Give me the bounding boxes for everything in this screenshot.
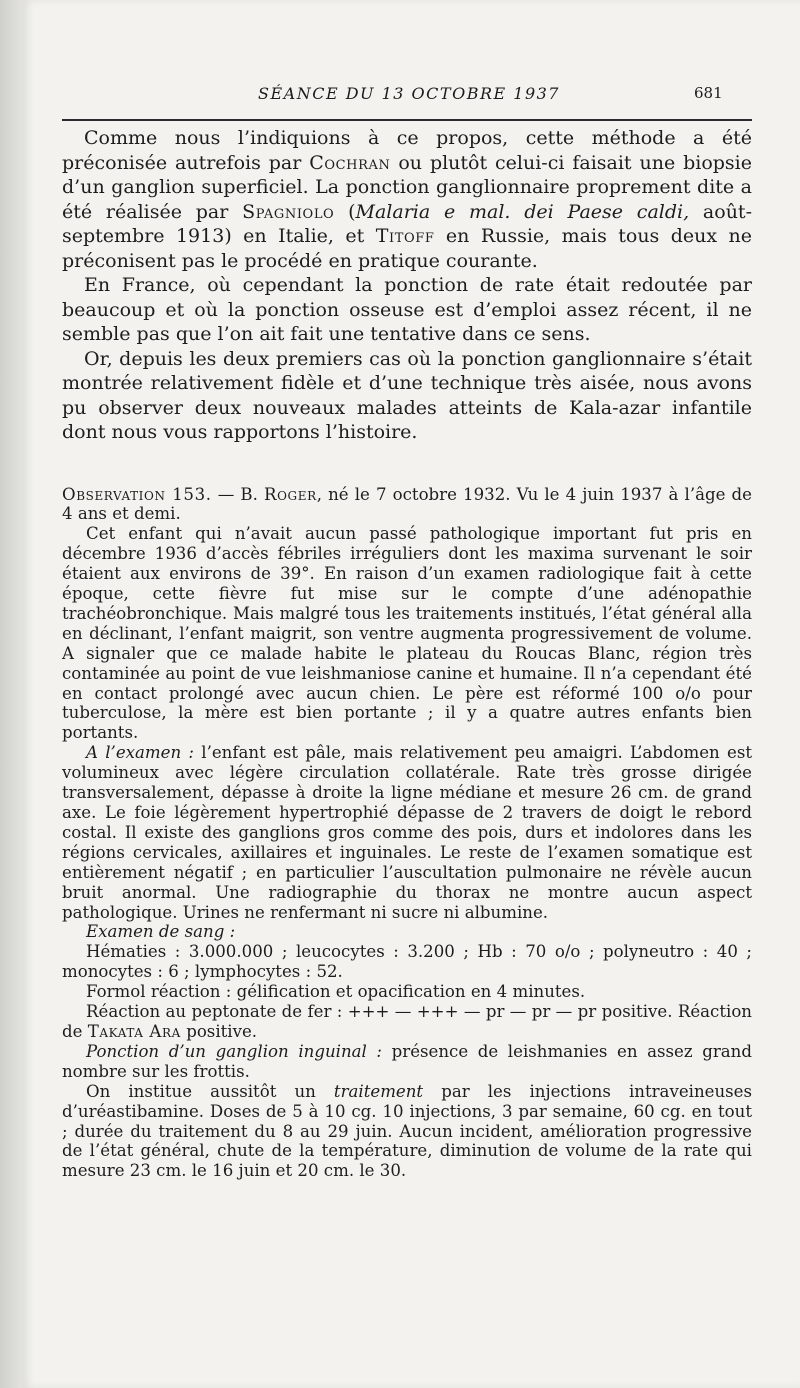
blood-exam-heading — [62, 922, 752, 942]
text-run: présence de leishmanies en assez grand nombre sur les frottis. — [62, 1041, 752, 1081]
intro-section — [62, 126, 752, 445]
history-paragraph: Cet enfant qui n’avait aucun passé pathologique important fut pris en décembre 1936 d’accès fébriles irréguliers dont les maxima survenant le soir étaient aux environs de 39°. En raison d’un examen radiologique fait à cette époque, cette fièvre fut mise sur le compte d’une adénopathie trachéobronchique. Mais malgré tous les traitements institués, l’état général alla en déclinant, l’enfant maigrit, son ventre augmenta progressivement de volume. A signaler que ce malade habite le plateau du Roucas Blanc, région très contaminée au point de vue leishmaniose canine et humaine. Il n’a cependant été en contact prolongé avec aucun chien. Le père est réformé 100 o/o pour tuberculose, la mère est bien portante ; il y a quatre autres enfants bien portants. — [62, 524, 752, 743]
exam-paragraph — [62, 743, 752, 922]
observation-label: Observation 153. — [62, 484, 212, 504]
text-run: positive. — [180, 1021, 258, 1041]
patient-name: Roger — [264, 484, 317, 504]
intro-paragraph-3: Or, depuis les deux premiers cas où la ponction ganglionnaire s’était montrée relativement fidèle et d’une technique très aisée, nous avons pu observer deux nouveaux malades atteints de Kala-azar infantile dont nous vous rapportons l’histoire. — [62, 347, 752, 443]
blood-exam-label: Examen de sang : — [86, 922, 236, 942]
text-run: l’enfant est pâle, mais relativement peu amaigri. L’abdomen est volumineux avec légère circulation collatérale. Rate très grosse dirigée transversalement, dépasse à droite la ligne médiane et mesure 26 cm. de grand axe. Le foie légèrement hypertrophié dépasse de 2 travers de doigt le rebord costal. Il existe des ganglions gros comme des pois, durs et indolores dans les régions cervicales, axillaires et inguinales. Le reste de l’examen somatique est entièrement négatif ; en particulier l’auscultation pulmonaire ne révèle aucun bruit anormal. Une radiographie du thorax ne montre aucun aspect pathologique. Urines ne renfermant ni sucre ni albumine. — [62, 743, 752, 922]
text-run: Réaction au peptonate de fer : +++ — +++ — pr — pr — pr positive. Réaction de — [62, 1002, 752, 1041]
text-run: , né le 7 octobre 1932. Vu le 4 juin 1937 à l’âge de 4 ans et demi. — [62, 484, 752, 524]
observation-section — [62, 485, 752, 1182]
exam-label: A l’examen : — [86, 743, 194, 763]
intro-paragraph-2: En France, où cependant la ponction de rate était redoutée par beaucoup et où la ponction osseuse est d’emploi assez récent, il ne semble pas que l’on ait fait une tentative dans ce sens. — [62, 274, 752, 345]
text-run: — B. — [211, 484, 264, 504]
text-run: On institue aussitôt un — [86, 1081, 334, 1101]
header-title: SÉANCE DU 13 OCTOBRE 1937 — [258, 84, 560, 103]
journal-title: Malaria e mal. dei Paese caldi, — [355, 200, 690, 223]
text-run: en Russie, mais tous deux ne préconisent pas le procédé en pratique courante. — [62, 225, 752, 272]
treatment-label: traitement — [333, 1081, 424, 1101]
author-titoff: Titoff — [375, 225, 435, 247]
page-number: 681 — [694, 84, 723, 102]
header-rule — [62, 119, 752, 121]
treatment-paragraph — [62, 1082, 752, 1182]
document-page — [22, 0, 800, 1388]
author-spagniolo: Spagniolo — [242, 200, 335, 223]
ponction-label: Ponction d’un ganglion inguinal : — [86, 1041, 383, 1061]
page-body — [62, 126, 752, 1181]
text-run: août-septembre 1913) en Italie, et — [62, 200, 752, 247]
blood-counts: Hématies : 3.000.000 ; leucocytes : 3.200 ; Hb : 70 o/o ; polyneutro : 40 ; monocytes : 6 ; lymphocytes : 52. — [62, 942, 752, 982]
formol-reaction: Formol réaction : gélification et opacification en 4 minutes. — [86, 982, 586, 1002]
intro-paragraph-1 — [62, 126, 752, 273]
takata-ara: Takata Ara — [87, 1021, 181, 1041]
text-run: Comme nous l’indiquions à ce propos, cette méthode a été préconisée autrefois par — [62, 127, 752, 174]
running-header — [22, 80, 800, 110]
text-run: ou plutôt celui-ci faisait une biopsie d’un ganglion superficiel. La ponction ganglionnaire proprement dite a été réalisée par — [62, 151, 753, 223]
text-run: ( — [334, 200, 356, 223]
page-edge — [0, 0, 22, 1388]
observation-heading — [62, 485, 752, 525]
text-run: par les injections intraveineuses d’uréastibamine. Doses de 5 à 10 cg. 10 injections, 3 par semaine, 60 cg. en tout ; durée du traitement du 8 au 29 juin. Aucun incident, amélioration progressive de l’état général, chute de la température, diminution de volume de la rate qui mesure 23 cm. le 16 juin et 20 cm. le 30. — [62, 1081, 752, 1181]
peptonate-reaction — [62, 1002, 752, 1042]
author-cochran: Cochran — [309, 151, 391, 174]
ponction-paragraph — [62, 1042, 752, 1082]
